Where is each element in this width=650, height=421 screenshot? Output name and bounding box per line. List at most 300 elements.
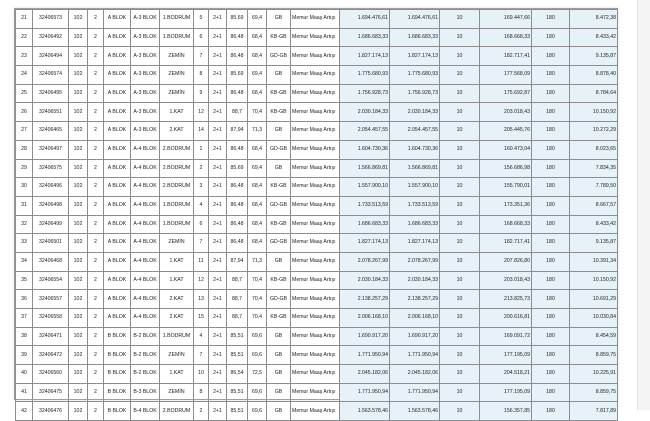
cell-door-no: 2 <box>194 402 209 421</box>
cell-application-no: 32406574 <box>33 66 69 85</box>
cell-down-payment-rate: 10 <box>440 215 480 234</box>
cell-row-no: 21 <box>16 10 33 29</box>
cell-down-payment-rate: 10 <box>440 309 480 328</box>
table-row <box>16 28 618 47</box>
cell-facade: GD-GB <box>267 290 291 309</box>
cell-floor: 1.KAT <box>160 271 194 290</box>
cell-down-payment-rate: 10 <box>440 252 480 271</box>
cell-floor: 1.KAT <box>160 365 194 384</box>
cell-monthly-installment: 7.789,50 <box>570 178 618 197</box>
cell-application-no: 32406494 <box>33 47 69 66</box>
cell-total-price: 1.563.578,46 <box>340 402 390 421</box>
cell-term-months: 180 <box>532 271 570 290</box>
cell-total-price: 1.566.869,81 <box>340 159 390 178</box>
cell-gross-area: 86,48 <box>227 234 248 253</box>
cell-facade: KB-GB <box>267 178 291 197</box>
cell-down-payment-rate: 10 <box>440 103 480 122</box>
cell-payment-plan: Memur Maaş Artışı <box>291 84 340 103</box>
cell-monthly-installment: 9.135,87 <box>570 234 618 253</box>
cell-down-payment: 177.568,09 <box>480 66 532 85</box>
cell-floor: 1.BODRUM <box>160 215 194 234</box>
cell-down-payment: 203.018,43 <box>480 271 532 290</box>
cell-down-payment: 182.717,41 <box>480 47 532 66</box>
cell-sale-price: 2.006.168,10 <box>390 309 440 328</box>
cell-payment-plan: Memur Maaş Artışı <box>291 309 340 328</box>
cell-down-payment: 204.518,21 <box>480 365 532 384</box>
cell-door-no: 9 <box>194 84 209 103</box>
cell-type: 2+1 <box>209 234 227 253</box>
cell-sale-price: 1.775.680,93 <box>390 66 440 85</box>
cell-total-price: 1.771.950,94 <box>340 383 390 402</box>
cell-facade: GD-GB <box>267 140 291 159</box>
table-row <box>16 66 618 85</box>
cell-payment-plan: Memur Maaş Artışı <box>291 365 340 384</box>
cell-gross-area: 86,48 <box>227 28 248 47</box>
cell-payment-plan: Memur Maaş Artışı <box>291 215 340 234</box>
cell-floor: ZEMİN <box>160 47 194 66</box>
cell-type: 2+1 <box>209 10 227 29</box>
cell-term-months: 180 <box>532 196 570 215</box>
cell-sub-block: B-3 BLOK <box>131 383 160 402</box>
cell-block: A BLOK <box>104 28 131 47</box>
cell-application-no: 32406501 <box>33 234 69 253</box>
cell-application-no: 32406573 <box>33 10 69 29</box>
cell-down-payment: 156.357,85 <box>480 402 532 421</box>
cell-total-price: 2.138.257,29 <box>340 290 390 309</box>
cell-net-area: 69,6 <box>248 402 267 421</box>
cell-row-no: 33 <box>16 234 33 253</box>
cell-sale-price: 1.827.174,13 <box>390 234 440 253</box>
cell-down-payment-rate: 10 <box>440 271 480 290</box>
cell-sub-block: A-4 BLOK <box>131 159 160 178</box>
cell-floor: 1.BODRUM <box>160 196 194 215</box>
cell-room-count: 2 <box>88 346 104 365</box>
cell-type: 2+1 <box>209 159 227 178</box>
cell-sub-block: A-3 BLOK <box>131 47 160 66</box>
cell-block: A BLOK <box>104 271 131 290</box>
cell-row-no: 35 <box>16 271 33 290</box>
cell-monthly-installment: 10.391,34 <box>570 252 618 271</box>
cell-sub-block: A-4 BLOK <box>131 271 160 290</box>
cell-door-no: 7 <box>194 234 209 253</box>
cell-gross-area: 86,48 <box>227 47 248 66</box>
cell-room-count: 2 <box>88 178 104 197</box>
cell-sale-price: 2.078.267,99 <box>390 252 440 271</box>
cell-room-count: 2 <box>88 290 104 309</box>
cell-gross-area: 85,51 <box>227 327 248 346</box>
cell-row-no: 32 <box>16 215 33 234</box>
cell-room-count: 2 <box>88 140 104 159</box>
cell-application-no: 32406558 <box>33 309 69 328</box>
cell-block: A BLOK <box>104 234 131 253</box>
cell-row-no: 23 <box>16 47 33 66</box>
cell-sub-block: A-4 BLOK <box>131 196 160 215</box>
cell-application-no: 32406465 <box>33 122 69 141</box>
cell-type: 2+1 <box>209 178 227 197</box>
cell-net-area: 70,4 <box>248 309 267 328</box>
cell-floor: 2.KAT <box>160 290 194 309</box>
cell-type: 2+1 <box>209 84 227 103</box>
cell-sale-price: 2.138.257,29 <box>390 290 440 309</box>
cell-down-payment: 203.018,43 <box>480 103 532 122</box>
cell-block: B BLOK <box>104 383 131 402</box>
table-row <box>16 365 618 384</box>
cell-row-no: 41 <box>16 383 33 402</box>
table-row <box>16 327 618 346</box>
cell-code: 102 <box>69 309 88 328</box>
cell-total-price: 1.686.683,33 <box>340 215 390 234</box>
cell-sub-block: A-3 BLOK <box>131 66 160 85</box>
cell-total-price: 1.827.174,13 <box>340 47 390 66</box>
cell-total-price: 2.045.182,06 <box>340 365 390 384</box>
cell-door-no: 8 <box>194 66 209 85</box>
cell-monthly-installment: 8.859,75 <box>570 346 618 365</box>
cell-term-months: 180 <box>532 10 570 29</box>
cell-total-price: 2.078.267,99 <box>340 252 390 271</box>
cell-block: A BLOK <box>104 66 131 85</box>
cell-sub-block: B-4 BLOK <box>131 402 160 421</box>
cell-floor: 2.KAT <box>160 122 194 141</box>
cell-door-no: 1 <box>194 140 209 159</box>
cell-type: 2+1 <box>209 383 227 402</box>
cell-door-no: 4 <box>194 196 209 215</box>
cell-type: 2+1 <box>209 402 227 421</box>
cell-term-months: 180 <box>532 159 570 178</box>
cell-type: 2+1 <box>209 309 227 328</box>
cell-block: B BLOK <box>104 346 131 365</box>
cell-block: A BLOK <box>104 252 131 271</box>
cell-gross-area: 85,69 <box>227 159 248 178</box>
cell-door-no: 6 <box>194 28 209 47</box>
cell-row-no: 34 <box>16 252 33 271</box>
cell-monthly-installment: 10.225,91 <box>570 365 618 384</box>
cell-floor: 2.BODRUM <box>160 159 194 178</box>
cell-facade: GB <box>267 346 291 365</box>
cell-sale-price: 2.054.457,55 <box>390 122 440 141</box>
cell-term-months: 180 <box>532 234 570 253</box>
cell-term-months: 180 <box>532 28 570 47</box>
cell-floor: 1.BODRUM <box>160 28 194 47</box>
cell-payment-plan: Memur Maaş Artışı <box>291 103 340 122</box>
cell-application-no: 32406475 <box>33 383 69 402</box>
cell-sub-block: A-3 BLOK <box>131 28 160 47</box>
cell-door-no: 13 <box>194 290 209 309</box>
cell-code: 102 <box>69 365 88 384</box>
cell-floor: 2.KAT <box>160 309 194 328</box>
cell-sale-price: 1.771.950,94 <box>390 346 440 365</box>
cell-net-area: 68,4 <box>248 28 267 47</box>
cell-monthly-installment: 8.859,75 <box>570 383 618 402</box>
cell-gross-area: 86,48 <box>227 215 248 234</box>
cell-monthly-installment: 8.454,59 <box>570 327 618 346</box>
cell-total-price: 1.686.683,33 <box>340 28 390 47</box>
cell-total-price: 2.030.184,33 <box>340 271 390 290</box>
cell-sale-price: 1.604.730,36 <box>390 140 440 159</box>
cell-facade: GB <box>267 327 291 346</box>
cell-total-price: 1.827.174,13 <box>340 234 390 253</box>
cell-type: 2+1 <box>209 140 227 159</box>
cell-door-no: 3 <box>194 178 209 197</box>
cell-code: 102 <box>69 28 88 47</box>
table-row <box>16 159 618 178</box>
cell-monthly-installment: 10.272,29 <box>570 122 618 141</box>
cell-down-payment: 169.447,66 <box>480 10 532 29</box>
cell-down-payment: 156.686,98 <box>480 159 532 178</box>
cell-down-payment: 200.616,81 <box>480 309 532 328</box>
cell-payment-plan: Memur Maaş Artışı <box>291 66 340 85</box>
cell-gross-area: 87,94 <box>227 122 248 141</box>
cell-down-payment-rate: 10 <box>440 66 480 85</box>
sales-table-sheet <box>14 8 618 414</box>
cell-net-area: 71,3 <box>248 122 267 141</box>
cell-net-area: 69,6 <box>248 346 267 365</box>
table-row <box>16 10 618 29</box>
cell-payment-plan: Memur Maaş Artışı <box>291 140 340 159</box>
table-row <box>16 103 618 122</box>
cell-term-months: 180 <box>532 346 570 365</box>
cell-application-no: 32406496 <box>33 178 69 197</box>
cell-type: 2+1 <box>209 122 227 141</box>
cell-net-area: 70,4 <box>248 290 267 309</box>
cell-type: 2+1 <box>209 365 227 384</box>
cell-block: A BLOK <box>104 84 131 103</box>
cell-net-area: 68,4 <box>248 140 267 159</box>
cell-down-payment-rate: 10 <box>440 346 480 365</box>
cell-facade: GB <box>267 159 291 178</box>
cell-row-no: 30 <box>16 178 33 197</box>
cell-payment-plan: Memur Maaş Artışı <box>291 196 340 215</box>
cell-down-payment-rate: 10 <box>440 327 480 346</box>
cell-total-price: 2.030.184,33 <box>340 103 390 122</box>
cell-down-payment-rate: 10 <box>440 234 480 253</box>
cell-gross-area: 86,48 <box>227 178 248 197</box>
cell-block: B BLOK <box>104 327 131 346</box>
cell-floor: ZEMİN <box>160 66 194 85</box>
cell-down-payment-rate: 10 <box>440 290 480 309</box>
cell-code: 102 <box>69 47 88 66</box>
cell-block: A BLOK <box>104 159 131 178</box>
cell-block: A BLOK <box>104 309 131 328</box>
cell-gross-area: 85,51 <box>227 346 248 365</box>
cell-gross-area: 88,7 <box>227 271 248 290</box>
cell-term-months: 180 <box>532 47 570 66</box>
cell-facade: GB <box>267 402 291 421</box>
cell-facade: GB <box>267 10 291 29</box>
cell-term-months: 180 <box>532 215 570 234</box>
cell-payment-plan: Memur Maaş Artışı <box>291 47 340 66</box>
cell-door-no: 11 <box>194 252 209 271</box>
cell-term-months: 180 <box>532 365 570 384</box>
cell-net-area: 68,4 <box>248 84 267 103</box>
cell-type: 2+1 <box>209 327 227 346</box>
cell-gross-area: 85,51 <box>227 383 248 402</box>
cell-sale-price: 1.690.917,20 <box>390 327 440 346</box>
cell-down-payment: 168.668,33 <box>480 215 532 234</box>
cell-facade: GB <box>267 66 291 85</box>
cell-total-price: 1.694.476,61 <box>340 10 390 29</box>
cell-down-payment-rate: 10 <box>440 84 480 103</box>
cell-row-no: 26 <box>16 103 33 122</box>
cell-floor: ZEMİN <box>160 84 194 103</box>
table-row <box>16 47 618 66</box>
cell-sale-price: 1.563.578,46 <box>390 402 440 421</box>
cell-door-no: 15 <box>194 309 209 328</box>
cell-down-payment-rate: 10 <box>440 47 480 66</box>
cell-net-area: 68,4 <box>248 178 267 197</box>
cell-payment-plan: Memur Maaş Artışı <box>291 290 340 309</box>
cell-total-price: 1.604.730,36 <box>340 140 390 159</box>
table-row <box>16 383 618 402</box>
cell-sub-block: A-4 BLOK <box>131 290 160 309</box>
cell-sub-block: B-2 BLOK <box>131 365 160 384</box>
cell-room-count: 2 <box>88 215 104 234</box>
cell-sale-price: 1.566.869,81 <box>390 159 440 178</box>
cell-gross-area: 88,7 <box>227 309 248 328</box>
cell-gross-area: 85,69 <box>227 66 248 85</box>
cell-code: 102 <box>69 234 88 253</box>
cell-sale-price: 1.694.476,61 <box>390 10 440 29</box>
cell-row-no: 27 <box>16 122 33 141</box>
cell-facade: KB-GB <box>267 84 291 103</box>
cell-floor: ZEMİN <box>160 383 194 402</box>
cell-down-payment: 213.825,73 <box>480 290 532 309</box>
cell-door-no: 5 <box>194 10 209 29</box>
cell-term-months: 180 <box>532 309 570 328</box>
cell-block: A BLOK <box>104 47 131 66</box>
cell-code: 102 <box>69 402 88 421</box>
cell-block: B BLOK <box>104 365 131 384</box>
cell-sub-block: A-4 BLOK <box>131 178 160 197</box>
cell-facade: GD-GB <box>267 196 291 215</box>
table-row <box>16 252 618 271</box>
cell-door-no: 14 <box>194 122 209 141</box>
cell-sub-block: A-3 BLOK <box>131 84 160 103</box>
cell-door-no: 12 <box>194 271 209 290</box>
cell-room-count: 2 <box>88 103 104 122</box>
cell-room-count: 2 <box>88 271 104 290</box>
cell-sale-price: 1.557.900,10 <box>390 178 440 197</box>
cell-block: A BLOK <box>104 215 131 234</box>
table-row <box>16 122 618 141</box>
cell-application-no: 32406468 <box>33 252 69 271</box>
cell-gross-area: 86,48 <box>227 84 248 103</box>
cell-floor: ZEMİN <box>160 346 194 365</box>
cell-row-no: 40 <box>16 365 33 384</box>
table-row <box>16 140 618 159</box>
cell-net-area: 72,5 <box>248 365 267 384</box>
cell-down-payment: 177.195,09 <box>480 383 532 402</box>
cell-term-months: 180 <box>532 103 570 122</box>
cell-net-area: 69,6 <box>248 327 267 346</box>
cell-total-price: 1.690.917,20 <box>340 327 390 346</box>
cell-monthly-installment: 7.817,89 <box>570 402 618 421</box>
cell-down-payment-rate: 10 <box>440 10 480 29</box>
cell-payment-plan: Memur Maaş Artışı <box>291 159 340 178</box>
table-row <box>16 309 618 328</box>
cell-facade: GB <box>267 252 291 271</box>
cell-block: A BLOK <box>104 196 131 215</box>
cell-down-payment-rate: 10 <box>440 140 480 159</box>
cell-sale-price: 1.686.683,33 <box>390 28 440 47</box>
cell-row-no: 42 <box>16 402 33 421</box>
cell-sale-price: 2.045.182,06 <box>390 365 440 384</box>
cell-monthly-installment: 8.667,57 <box>570 196 618 215</box>
cell-application-no: 32406557 <box>33 290 69 309</box>
cell-application-no: 32406560 <box>33 365 69 384</box>
cell-floor: 1.BODRUM <box>160 10 194 29</box>
cell-gross-area: 85,51 <box>227 402 248 421</box>
cell-sub-block: B-2 BLOK <box>131 346 160 365</box>
cell-down-payment-rate: 10 <box>440 28 480 47</box>
cell-down-payment: 177.195,09 <box>480 346 532 365</box>
cell-net-area: 69,6 <box>248 383 267 402</box>
cell-type: 2+1 <box>209 28 227 47</box>
cell-monthly-installment: 8.878,40 <box>570 66 618 85</box>
cell-net-area: 70,4 <box>248 103 267 122</box>
cell-gross-area: 88,7 <box>227 103 248 122</box>
cell-block: A BLOK <box>104 122 131 141</box>
cell-code: 102 <box>69 215 88 234</box>
cell-sub-block: A-3 BLOK <box>131 122 160 141</box>
cell-application-no: 32406471 <box>33 327 69 346</box>
cell-sale-price: 1.756.928,73 <box>390 84 440 103</box>
cell-room-count: 2 <box>88 196 104 215</box>
cell-net-area: 68,4 <box>248 47 267 66</box>
cell-total-price: 2.054.457,55 <box>340 122 390 141</box>
cell-door-no: 7 <box>194 346 209 365</box>
cell-room-count: 2 <box>88 47 104 66</box>
cell-code: 102 <box>69 103 88 122</box>
cell-room-count: 2 <box>88 365 104 384</box>
cell-application-no: 32406499 <box>33 215 69 234</box>
cell-type: 2+1 <box>209 47 227 66</box>
cell-room-count: 2 <box>88 159 104 178</box>
cell-application-no: 32406497 <box>33 140 69 159</box>
cell-payment-plan: Memur Maaş Artışı <box>291 383 340 402</box>
cell-type: 2+1 <box>209 271 227 290</box>
cell-payment-plan: Memur Maaş Artışı <box>291 271 340 290</box>
table-row <box>16 196 618 215</box>
cell-payment-plan: Memur Maaş Artışı <box>291 28 340 47</box>
cell-net-area: 69,4 <box>248 66 267 85</box>
cell-row-no: 28 <box>16 140 33 159</box>
cell-row-no: 38 <box>16 327 33 346</box>
cell-facade: GB <box>267 383 291 402</box>
cell-type: 2+1 <box>209 66 227 85</box>
cell-floor: 2.BODRUM <box>160 140 194 159</box>
cell-total-price: 1.756.928,73 <box>340 84 390 103</box>
cell-sale-price: 1.733.513,59 <box>390 196 440 215</box>
cell-gross-area: 86,54 <box>227 365 248 384</box>
cell-code: 102 <box>69 252 88 271</box>
cell-application-no: 32406575 <box>33 159 69 178</box>
cell-net-area: 71,3 <box>248 252 267 271</box>
cell-code: 102 <box>69 346 88 365</box>
cell-sub-block: A-4 BLOK <box>131 234 160 253</box>
cell-facade: KB-GB <box>267 271 291 290</box>
table-row <box>16 178 618 197</box>
cell-net-area: 68,4 <box>248 196 267 215</box>
cell-total-price: 1.775.680,93 <box>340 66 390 85</box>
cell-monthly-installment: 7.834,35 <box>570 159 618 178</box>
cell-sale-price: 1.827.174,13 <box>390 47 440 66</box>
cell-door-no: 12 <box>194 103 209 122</box>
cell-type: 2+1 <box>209 196 227 215</box>
cell-total-price: 1.733.513,59 <box>340 196 390 215</box>
cell-type: 2+1 <box>209 346 227 365</box>
cell-facade: KB-GB <box>267 309 291 328</box>
cell-sale-price: 2.030.184,33 <box>390 103 440 122</box>
